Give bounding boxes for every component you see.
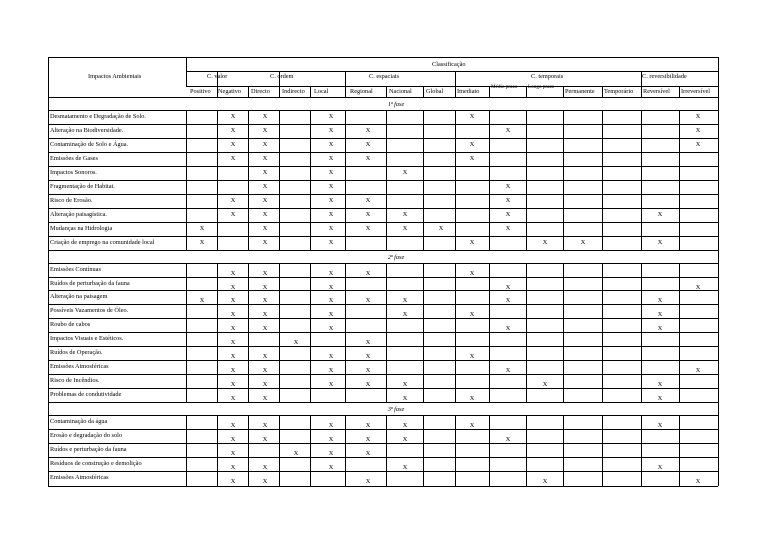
classification-mark: X [230,270,236,277]
grid-line-horizontal [48,110,718,111]
grid-line-horizontal [48,332,718,333]
classification-mark: X [657,464,663,471]
classification-mark: X [262,211,268,218]
classification-mark: X [542,239,548,246]
classification-mark: X [365,297,371,304]
classification-mark: X [657,311,663,318]
classification-mark: X [262,436,268,443]
classification-mark: X [657,297,663,304]
grid-line-horizontal [48,457,718,458]
column-header: Indirecto [282,88,305,95]
grid-line-vertical [345,415,346,486]
classification-mark: X [365,478,371,485]
classification-mark: X [262,239,268,246]
grid-line-horizontal [48,97,718,98]
classification-mark: X [695,127,701,134]
classification-mark: X [365,197,371,204]
classification-mark: X [230,422,236,429]
classification-mark: X [469,422,475,429]
grid-line-vertical [563,415,564,486]
classification-mark: X [262,325,268,332]
classification-mark: X [199,239,205,246]
grid-line-horizontal [48,304,718,305]
classification-mark: X [293,450,299,457]
column-header: Nacional [389,88,412,95]
classification-mark: X [505,127,511,134]
classification-mark: X [402,464,408,471]
classification-mark: X [328,141,334,148]
grid-line-vertical [455,415,456,486]
classification-mark: X [230,141,236,148]
group-header: C. espaciais [369,73,400,80]
impact-row-label: Ruídos de Operação. [50,349,103,356]
grid-line-horizontal [48,124,718,125]
classification-mark: X [230,297,236,304]
classification-table-grid [48,57,718,488]
classification-mark: X [469,353,475,360]
column-header: Local [314,88,329,95]
grid-line-horizontal [48,402,718,403]
classification-mark: X [230,353,236,360]
classification-mark: X [199,225,205,232]
classification-mark: X [328,297,334,304]
impact-row-label: Emissões Atmosféricas [50,363,109,370]
classification-mark: X [230,127,236,134]
classification-mark: X [695,113,701,120]
grid-line-horizontal [48,486,718,487]
column-header: Longo prazo [528,84,555,90]
classification-mark: X [262,270,268,277]
grid-line-horizontal [48,290,718,291]
classification-mark: X [262,141,268,148]
classification-mark: X [657,422,663,429]
impact-row-label: Emissões Atmosféricas [50,474,109,481]
impact-row-label: Alteração paisagística. [50,211,107,218]
grid-line-horizontal [48,166,718,167]
grid-line-horizontal [48,194,718,195]
grid-line-vertical [718,57,719,486]
classification-mark: X [230,311,236,318]
classification-mark: X [230,284,236,291]
classification-mark: X [365,127,371,134]
phase-label: 3ª fase [387,406,405,413]
classification-mark: X [365,353,371,360]
classification-mark: X [469,239,475,246]
column-header: Imediato [457,88,480,95]
classification-mark: X [262,169,268,176]
classification-mark: X [505,284,511,291]
impact-row-label: Risco de Erosão. [50,197,93,204]
grid-line-vertical [526,415,527,486]
group-header: C. temporais [531,73,564,80]
grid-line-horizontal [186,86,718,87]
group-header: C. valor [207,73,228,80]
classification-mark: X [328,353,334,360]
classification-mark: X [505,297,511,304]
impact-row-label: Roubo de cabos [50,321,91,328]
grid-line-horizontal [48,236,718,237]
classification-mark: X [293,339,299,346]
classification-mark: X [505,325,511,332]
classification-mark: X [328,311,334,318]
classification-mark: X [262,183,268,190]
classification-mark: X [262,311,268,318]
classification-mark: X [542,381,548,388]
classification-mark: X [328,381,334,388]
grid-line-vertical [217,415,218,486]
grid-line-horizontal [48,138,718,139]
classification-mark: X [365,436,371,443]
classification-mark: X [402,169,408,176]
classification-mark: X [402,211,408,218]
grid-line-vertical [526,86,527,97]
classification-mark: X [199,297,205,304]
classification-mark: X [365,211,371,218]
classification-mark: X [230,325,236,332]
grid-line-vertical [279,415,280,486]
classification-mark: X [365,270,371,277]
column-header: Positivo [190,88,211,95]
grid-line-horizontal [48,180,718,181]
column-header: Global [426,88,444,95]
grid-line-vertical [602,86,603,97]
grid-line-horizontal [48,263,718,264]
grid-line-vertical [386,415,387,486]
classification-mark: X [657,211,663,218]
grid-line-vertical [310,415,311,486]
classification-mark: X [230,211,236,218]
grid-line-vertical [489,415,490,486]
classification-mark: X [505,225,511,232]
classification-mark: X [328,436,334,443]
classification-mark: X [365,225,371,232]
classification-mark: X [365,367,371,374]
impact-row-label: Risco de Incêndios. [50,377,100,384]
grid-line-horizontal [48,277,718,278]
grid-line-vertical [602,415,603,486]
classification-mark: X [230,113,236,120]
classification-mark: X [230,367,236,374]
classification-mark: X [695,478,701,485]
classification-mark: X [328,113,334,120]
classification-mark: X [365,339,371,346]
impact-row-label: Alteração na paisagem [50,293,108,300]
phase-label: 1ª fase [387,101,405,108]
classification-mark: X [469,311,475,318]
classification-mark: X [262,381,268,388]
classification-mark: X [505,367,511,374]
classification-mark: X [328,239,334,246]
classification-mark: X [695,284,701,291]
grid-line-horizontal [48,443,718,444]
classification-mark: X [262,478,268,485]
classification-mark: X [230,339,236,346]
classification-mark: X [469,141,475,148]
classification-mark: X [262,155,268,162]
classification-mark: X [328,197,334,204]
impact-row-label: Desmatamento e Degradação de Solo. [50,113,146,120]
impact-row-label: Problemas de condutividade [50,391,122,398]
classification-mark: X [328,464,334,471]
classification-mark: X [230,197,236,204]
classification-title: Classificação [432,61,466,68]
classification-mark: X [402,422,408,429]
classification-mark: X [262,395,268,402]
classification-mark: X [657,381,663,388]
classification-mark: X [542,478,548,485]
grid-line-horizontal [48,415,718,416]
grid-line-vertical [345,71,346,97]
classification-mark: X [230,464,236,471]
classification-mark: X [262,353,268,360]
impact-row-label: Erosão e degradação do solo [50,432,123,439]
grid-line-vertical [248,86,249,97]
classification-mark: X [402,225,408,232]
grid-line-vertical [489,86,490,97]
classification-mark: X [402,297,408,304]
classification-mark: X [328,183,334,190]
classification-mark: X [580,239,586,246]
impact-row-label: Emissões Contínuas [50,266,101,273]
column-header: Regional [350,88,373,95]
impact-row-label: Ruídos e perturbação da fauna [50,446,127,453]
grid-line-horizontal [48,346,718,347]
classification-mark: X [262,367,268,374]
group-header: C. reversibilidade [642,73,687,80]
classification-mark: X [262,225,268,232]
impact-row-label: Possíveis Vazamentos de Óleo. [50,307,129,314]
classification-mark: X [328,169,334,176]
classification-mark: X [328,211,334,218]
classification-mark: X [328,155,334,162]
classification-mark: X [262,464,268,471]
impacts-heading: Impactos Ambientais [88,73,142,80]
classification-mark: X [402,381,408,388]
classification-mark: X [469,270,475,277]
grid-line-horizontal [48,152,718,153]
grid-line-horizontal [48,57,718,58]
impact-row-label: Alteração na Biodiversidade. [50,127,124,134]
column-header: Negativo [218,88,242,95]
classification-mark: X [438,225,444,232]
grid-line-vertical [679,86,680,97]
classification-mark: X [230,395,236,402]
grid-line-horizontal [48,388,718,389]
impact-row-label: Mudanças na Hidrologia [50,225,113,232]
column-header: Permanente [565,88,595,95]
classification-mark: X [365,381,371,388]
classification-mark: X [262,113,268,120]
classification-mark: X [657,325,663,332]
classification-mark: X [328,270,334,277]
classification-mark: X [657,239,663,246]
classification-mark: X [230,155,236,162]
impact-row-label: Resíduos de construção e demolição [50,460,142,467]
grid-line-vertical [186,415,187,486]
column-header: Reversível [643,88,670,95]
column-header: Directo [251,88,270,95]
classification-mark: X [365,141,371,148]
classification-mark: X [505,183,511,190]
impact-row-label: Fragmentação de Habitat. [50,183,115,190]
grid-line-horizontal [48,374,718,375]
impact-row-label: Contaminação da água [50,418,108,425]
grid-line-vertical [679,415,680,486]
classification-mark: X [469,395,475,402]
grid-line-horizontal [48,208,718,209]
grid-line-horizontal [48,360,718,361]
impact-row-label: Emissões de Gases [50,155,98,162]
classification-mark: X [230,478,236,485]
classification-mark: X [230,436,236,443]
classification-mark: X [402,436,408,443]
grid-line-vertical [310,86,311,97]
classification-mark: X [402,311,408,318]
classification-mark: X [328,367,334,374]
column-header: Irreversível [681,88,711,95]
classification-mark: X [328,127,334,134]
classification-mark: X [657,395,663,402]
classification-mark: X [469,113,475,120]
classification-mark: X [262,127,268,134]
classification-mark: X [328,284,334,291]
classification-mark: X [505,211,511,218]
classification-mark: X [262,197,268,204]
column-header: Temporário [604,88,634,95]
grid-line-vertical [248,415,249,486]
classification-mark: X [695,141,701,148]
classification-mark: X [365,450,371,457]
grid-line-vertical [423,415,424,486]
classification-mark: X [402,395,408,402]
classification-mark: X [328,422,334,429]
column-header: Médio prazo [491,84,518,90]
impact-row-label: Ruídos de perturbação da fauna [50,280,130,287]
grid-line-vertical [455,71,456,97]
group-header: C. ordem [270,73,294,80]
grid-line-vertical [423,86,424,97]
grid-line-horizontal [186,71,718,72]
classification-mark: X [469,155,475,162]
grid-line-horizontal [48,318,718,319]
classification-mark: X [328,450,334,457]
grid-line-horizontal [48,250,718,251]
classification-mark: X [505,197,511,204]
classification-mark: X [328,225,334,232]
impact-row-label: Contaminação de Solo e Água. [50,141,129,148]
classification-mark: X [695,367,701,374]
classification-mark: X [230,381,236,388]
grid-line-vertical [386,86,387,97]
impact-row-label: Criação de emprego na comunidade local [50,239,155,246]
classification-mark: X [505,436,511,443]
grid-line-vertical [641,415,642,486]
impact-row-label: Impactos Sonoros. [50,169,97,176]
classification-mark: X [262,422,268,429]
phase-label: 2ª fase [387,254,405,261]
grid-line-horizontal [48,429,718,430]
grid-line-vertical [563,86,564,97]
classification-mark: X [262,297,268,304]
grid-line-vertical [48,57,49,486]
classification-mark: X [328,325,334,332]
impact-row-label: Impactos Visuais e Estéticos. [50,335,124,342]
classification-mark: X [262,284,268,291]
grid-line-horizontal [48,471,718,472]
classification-mark: X [365,155,371,162]
classification-mark: X [230,450,236,457]
classification-mark: X [365,422,371,429]
grid-line-horizontal [48,222,718,223]
